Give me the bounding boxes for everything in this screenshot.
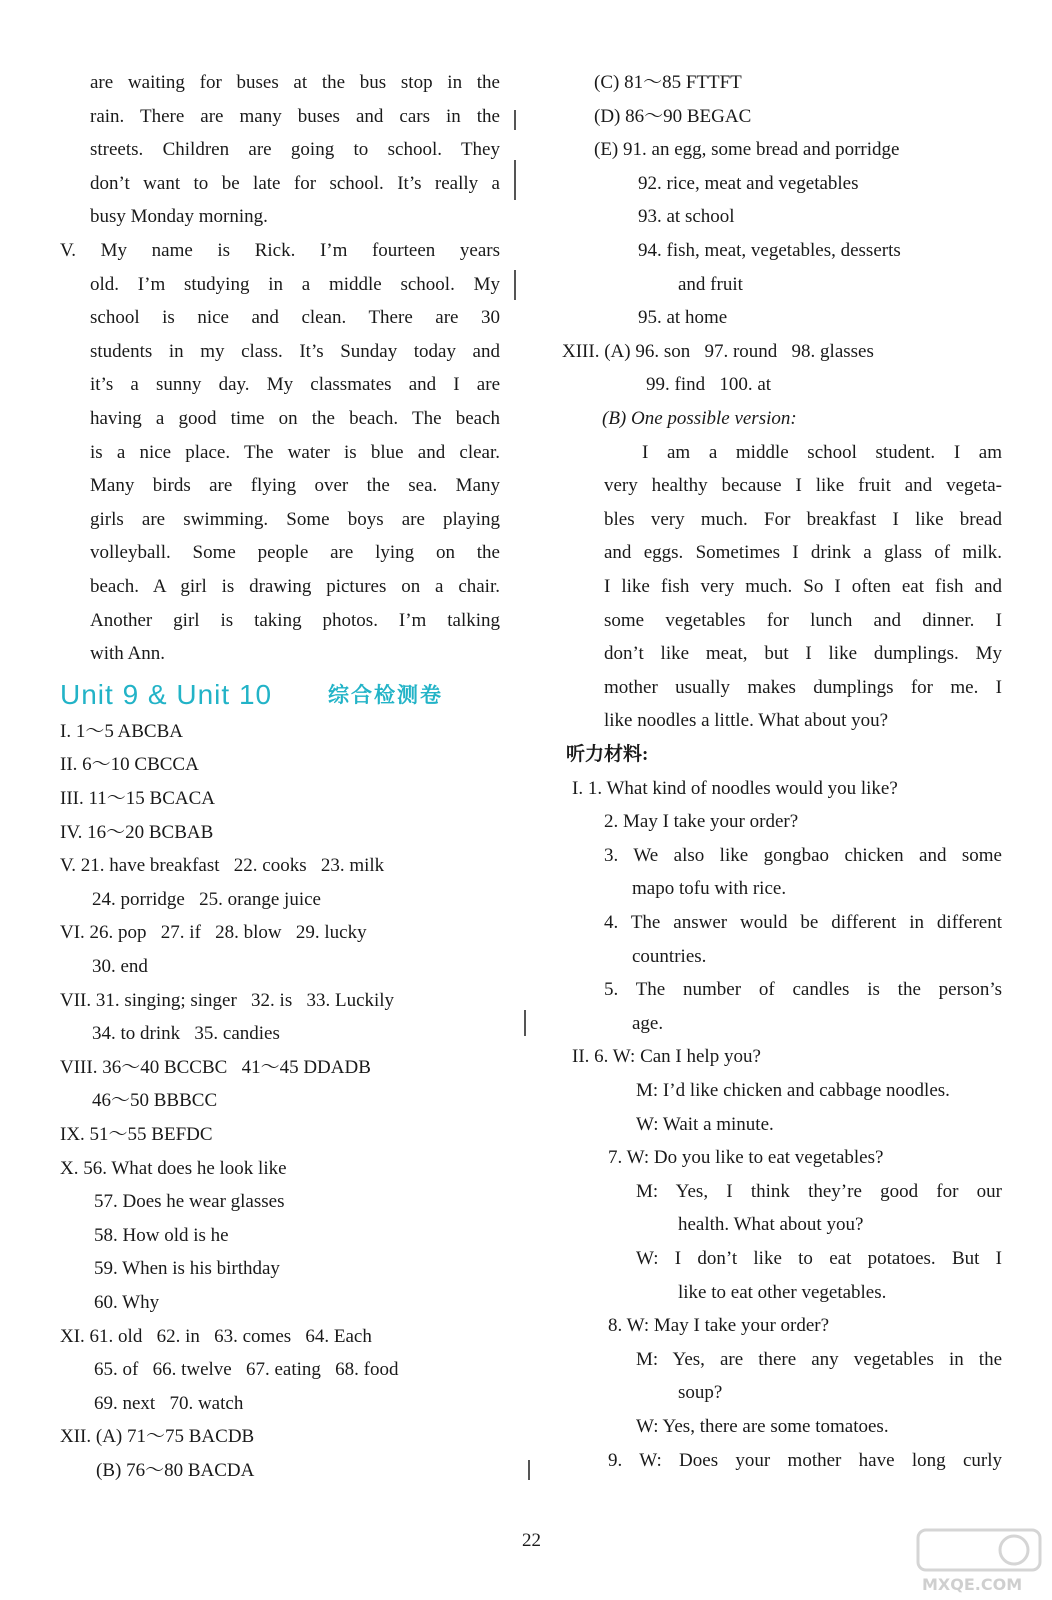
answer-line: 34. to drink 35. candies: [92, 1023, 280, 1045]
paragraph-line: Another girl is taking photos. I’m talking: [90, 609, 500, 631]
column-divider: [514, 160, 516, 200]
answer-line: 60. Why: [94, 1292, 160, 1313]
answer-line: 99. find 100. at: [646, 374, 772, 396]
answer-line: like to eat other vegetables.: [678, 1281, 887, 1303]
answer-line: and eggs. Sometimes I drink a glass of milk.: [604, 542, 1002, 564]
answer-line: II. 6. W: Can I help you?: [572, 1046, 761, 1068]
answer-line: and fruit: [678, 273, 743, 295]
answer-line: 94. fish, meat, vegetables, desserts: [638, 240, 901, 261]
paragraph-line: Many birds are flying over the sea. Many: [90, 475, 500, 497]
answer-line: 46～50 BBBCC: [92, 1090, 218, 1112]
answer-line: countries.: [632, 945, 707, 967]
answer-line: some vegetables for lunch and dinner. I: [604, 609, 1002, 631]
answer-line: III. 11～15 BCACA: [60, 788, 215, 809]
answer-line: 92. rice, meat and vegetables: [638, 172, 859, 194]
answer-line: I like fish very much. So I often eat fish and: [604, 576, 1002, 597]
answer-line: V. 21. have breakfast 22. cooks 23. milk: [60, 855, 385, 877]
answer-line: 5. The number of candles is the person’s: [604, 979, 1002, 1001]
answer-line: 65. of 66. twelve 67. eating 68. food: [94, 1359, 399, 1381]
answer-line: VI. 26. pop 27. if 28. blow 29. lucky: [60, 922, 367, 944]
paragraph-line: beach. A girl is drawing pictures on a chair.: [90, 576, 500, 597]
paragraph-line: students in my class. It’s Sunday today and: [90, 340, 500, 362]
answer-line: VII. 31. singing; singer 32. is 33. Luckily: [60, 989, 395, 1011]
answer-line: M: Yes, are there any vegetables in the: [636, 1348, 1002, 1370]
answer-line: 59. When is his birthday: [94, 1258, 280, 1280]
exam-title-badge: 综合检测卷: [328, 682, 443, 707]
watermark-logo: [914, 1526, 1044, 1596]
paragraph-line: V. My name is Rick. I’m fourteen years: [60, 240, 500, 261]
paragraph-line: rain. There are many buses and cars in the: [90, 105, 500, 127]
answer-line: II. 6～10 CBCCA: [60, 754, 199, 776]
answer-line: 2. May I take your order?: [604, 811, 799, 833]
answer-line: 69. next 70. watch: [94, 1392, 244, 1414]
answer-line: XI. 61. old 62. in 63. comes 64. Each: [60, 1325, 372, 1347]
column-divider: [514, 110, 516, 130]
answer-line: 9. W: Does your mother have long curly: [608, 1449, 1002, 1471]
answer-line: 3. We also like gongbao chicken and some: [604, 844, 1002, 866]
paragraph-line: streets. Children are going to school. They: [90, 139, 500, 161]
answer-line: X. 56. What does he look like: [60, 1157, 287, 1179]
answer-line: (D) 86～90 BEGAC: [594, 105, 752, 127]
paragraph-line: old. I’m studying in a middle school. My: [90, 273, 500, 295]
answer-line: IV. 16～20 BCBAB: [60, 821, 214, 843]
paragraph-line: school is nice and clean. There are 30: [90, 307, 500, 329]
answer-line: 8. W: May I take your order?: [608, 1315, 830, 1337]
answer-line: mapo tofu with rice.: [632, 878, 787, 900]
paragraph-line: don’t want to be late for school. It’s really a: [90, 172, 500, 194]
paragraph-line: with Ann.: [90, 643, 165, 665]
answer-line: (B) 76～80 BACDA: [96, 1460, 255, 1481]
answer-line: don’t like meat, but I like dumplings. My: [604, 643, 1002, 665]
answer-line: age.: [632, 1012, 664, 1034]
answer-line: 24. porridge 25. orange juice: [92, 888, 321, 910]
answer-line: VIII. 36～40 BCCBC 41～45 DDADB: [60, 1056, 371, 1078]
answer-line: 7. W: Do you like to eat vegetables?: [608, 1147, 884, 1169]
answer-line: W: I don’t like to eat potatoes. But I: [636, 1248, 1002, 1269]
answer-line: (E) 91. an egg, some bread and porridge: [594, 139, 900, 161]
answer-line: like noodles a little. What about you?: [604, 710, 889, 732]
answer-line: mother usually makes dumplings for me. I: [604, 676, 1002, 698]
answer-line: bles very much. For breakfast I like bread: [604, 508, 1002, 530]
answer-line: I. 1. What kind of noodles would you like?: [572, 777, 898, 799]
paragraph-line: volleyball. Some people are lying on the: [90, 542, 500, 564]
paragraph-line: it’s a sunny day. My classmates and I are: [90, 374, 500, 396]
paragraph-line: girls are swimming. Some boys are playing: [90, 508, 500, 530]
answer-line: IX. 51～55 BEFDC: [60, 1124, 213, 1145]
answer-line: XIII. (A) 96. son 97. round 98. glasses: [562, 340, 874, 362]
paragraph-line: having a good time on the beach. The beach: [90, 408, 500, 429]
answer-line: 30. end: [92, 956, 148, 977]
answer-line: (B) One possible version:: [602, 408, 797, 429]
paragraph-line: are waiting for buses at the bus stop in the: [90, 72, 500, 93]
answer-line: XII. (A) 71～75 BACDB: [60, 1426, 255, 1448]
unit-heading: Unit 9 & Unit 10: [60, 678, 273, 710]
answer-line: very healthy because I like fruit and vegeta-: [604, 475, 1002, 497]
column-divider: [524, 1010, 526, 1036]
answer-line: W: Wait a minute.: [636, 1113, 774, 1135]
answer-line: 93. at school: [638, 206, 735, 228]
answer-line: W: Yes, there are some tomatoes.: [636, 1416, 889, 1437]
answer-line: I. 1～5 ABCBA: [60, 720, 183, 742]
answer-line: 57. Does he wear glasses: [94, 1191, 285, 1213]
answer-line: 95. at home: [638, 307, 728, 329]
page-number: 22: [522, 1530, 541, 1551]
paragraph-line: is a nice place. The water is blue and clear.: [90, 441, 500, 463]
answer-line: soup?: [678, 1382, 723, 1404]
answer-line: M: I’d like chicken and cabbage noodles.: [636, 1080, 950, 1101]
answer-line: 58. How old is he: [94, 1224, 229, 1246]
answer-line: (C) 81～85 FTTFT: [594, 72, 742, 93]
answer-line: M: Yes, I think they’re good for our: [636, 1180, 1002, 1202]
column-divider: [514, 270, 516, 300]
column-divider: [528, 1460, 530, 1480]
watermark-text: MXQE.COM: [922, 1575, 1023, 1594]
answer-line: 听力材料:: [566, 744, 649, 765]
paragraph-line: busy Monday morning.: [90, 206, 268, 228]
answer-line: I am a middle school student. I am: [642, 441, 1002, 463]
answer-line: health. What about you?: [678, 1214, 864, 1236]
answer-line: 4. The answer would be different in different: [604, 912, 1002, 933]
